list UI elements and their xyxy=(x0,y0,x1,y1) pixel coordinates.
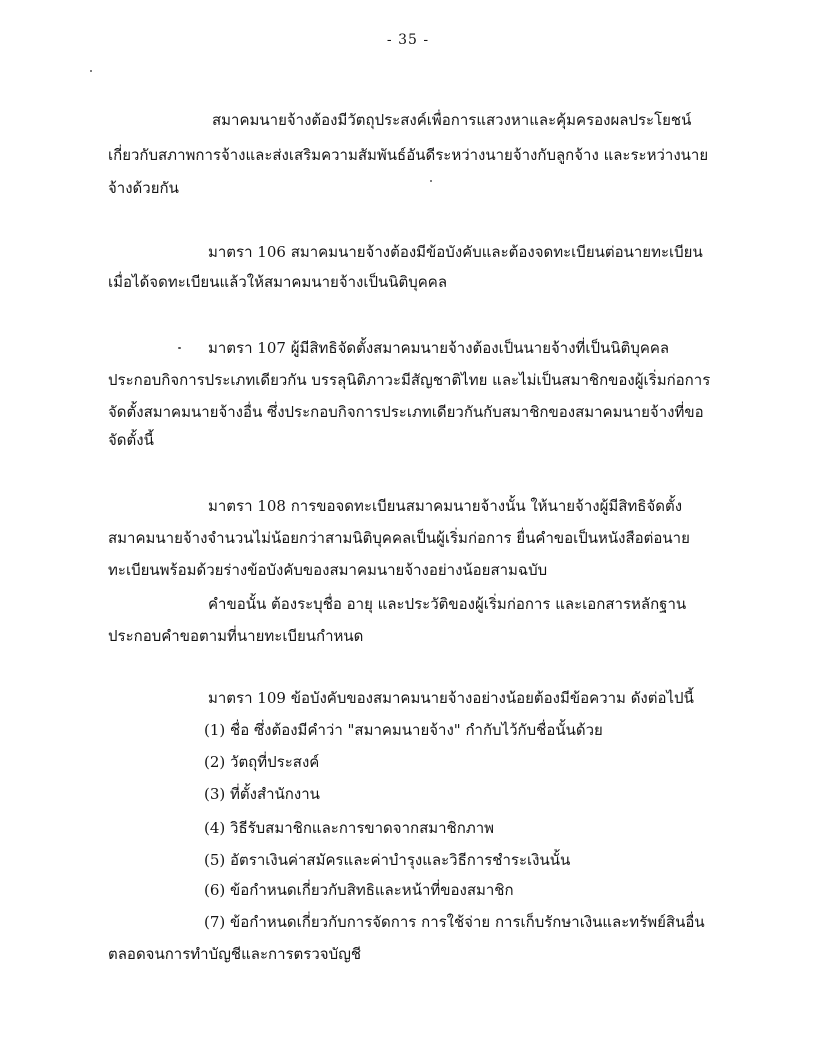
intro-line-1: สมาคมนายจ้างต้องมีวัตถุประสงค์เพื่อการแสวงหาและคุ้มครองผลประโยชน์ xyxy=(212,111,692,129)
section-108-para2-line-2: ประกอบคำขอตามที่นายทะเบียนกำหนด xyxy=(108,627,364,645)
section-106-line-1: มาตรา 106 สมาคมนายจ้างต้องมีข้อบังคับและต้องจดทะเบียนต่อนายทะเบียน xyxy=(208,243,703,261)
section-109-item-5: (5) อัตราเงินค่าสมัครและค่าบำรุงและวิธีการชำระเงินนั้น xyxy=(204,851,571,869)
section-107-line-3: จัดตั้งสมาคมนายจ้างอื่น ซึ่งประกอบกิจการประเภทเดียวกันกับสมาชิกของสมาคมนายจ้างที่ขอ xyxy=(108,403,704,421)
intro-line-3: จ้างด้วยกัน xyxy=(108,179,179,197)
scan-speck xyxy=(90,70,92,72)
section-108-line-1: มาตรา 108 การขอจดทะเบียนสมาคมนายจ้างนั้น ให้นายจ้างผู้มีสิทธิจัดตั้ง xyxy=(208,497,683,515)
section-109-item-2: (2) วัตถุที่ประสงค์ xyxy=(204,753,320,771)
section-109-item-3: (3) ที่ตั้งสำนักงาน xyxy=(204,785,320,803)
section-107-line-1: มาตรา 107 ผู้มีสิทธิจัดตั้งสมาคมนายจ้างต้องเป็นนายจ้างที่เป็นนิติบุคคล xyxy=(208,339,670,357)
section-106-line-2: เมื่อได้จดทะเบียนแล้วให้สมาคมนายจ้างเป็นนิติบุคคล xyxy=(108,273,448,291)
section-109-item-6: (6) ข้อกำหนดเกี่ยวกับสิทธิและหน้าที่ของสมาชิก xyxy=(204,881,514,899)
section-109-item-4: (4) วิธีรับสมาชิกและการขาดจากสมาชิกภาพ xyxy=(204,819,495,837)
section-107-line-2: ประกอบกิจการประเภทเดียวกัน บรรลุนิติภาวะมีสัญชาติไทย และไม่เป็นสมาชิกของผู้เริ่มก่อการ xyxy=(108,371,711,389)
section-109-item-1: (1) ชื่อ ซึ่งต้องมีคำว่า "สมาคมนายจ้าง" กำกับไว้กับชื่อนั้นด้วย xyxy=(204,721,603,739)
section-109-heading: มาตรา 109 ข้อบังคับของสมาคมนายจ้างอย่างน้อยต้องมีข้อความ ดังต่อไปนี้ xyxy=(208,689,694,707)
section-108-para2-line-1: คำขอนั้น ต้องระบุชื่อ อายุ และประวัติของผู้เริ่มก่อการ และเอกสารหลักฐาน xyxy=(208,595,687,613)
scan-speck xyxy=(430,180,432,182)
section-108-line-2: สมาคมนายจ้างจำนวนไม่น้อยกว่าสามนิติบุคคลเป็นผู้เริ่มก่อการ ยื่นคำขอเป็นหนังสือต่อนาย xyxy=(108,529,690,547)
section-109-item-7-continuation: ตลอดจนการทำบัญชีและการตรวจบัญชี xyxy=(108,945,362,963)
scan-speck xyxy=(178,347,181,349)
section-107-line-4: จัดตั้งนี้ xyxy=(108,431,154,449)
section-109-item-7: (7) ข้อกำหนดเกี่ยวกับการจัดการ การใช้จ่าย การเก็บรักษาเงินและทรัพย์สินอื่น xyxy=(204,913,705,931)
section-108-line-3: ทะเบียนพร้อมด้วยร่างข้อบังคับของสมาคมนายจ้างอย่างน้อยสามฉบับ xyxy=(108,561,548,579)
intro-line-2: เกี่ยวกับสภาพการจ้างและส่งเสริมความสัมพันธ์อันดีระหว่างนายจ้างกับลูกจ้าง และระหว่างนาย xyxy=(108,146,709,164)
page-number: - 35 - xyxy=(386,32,430,48)
